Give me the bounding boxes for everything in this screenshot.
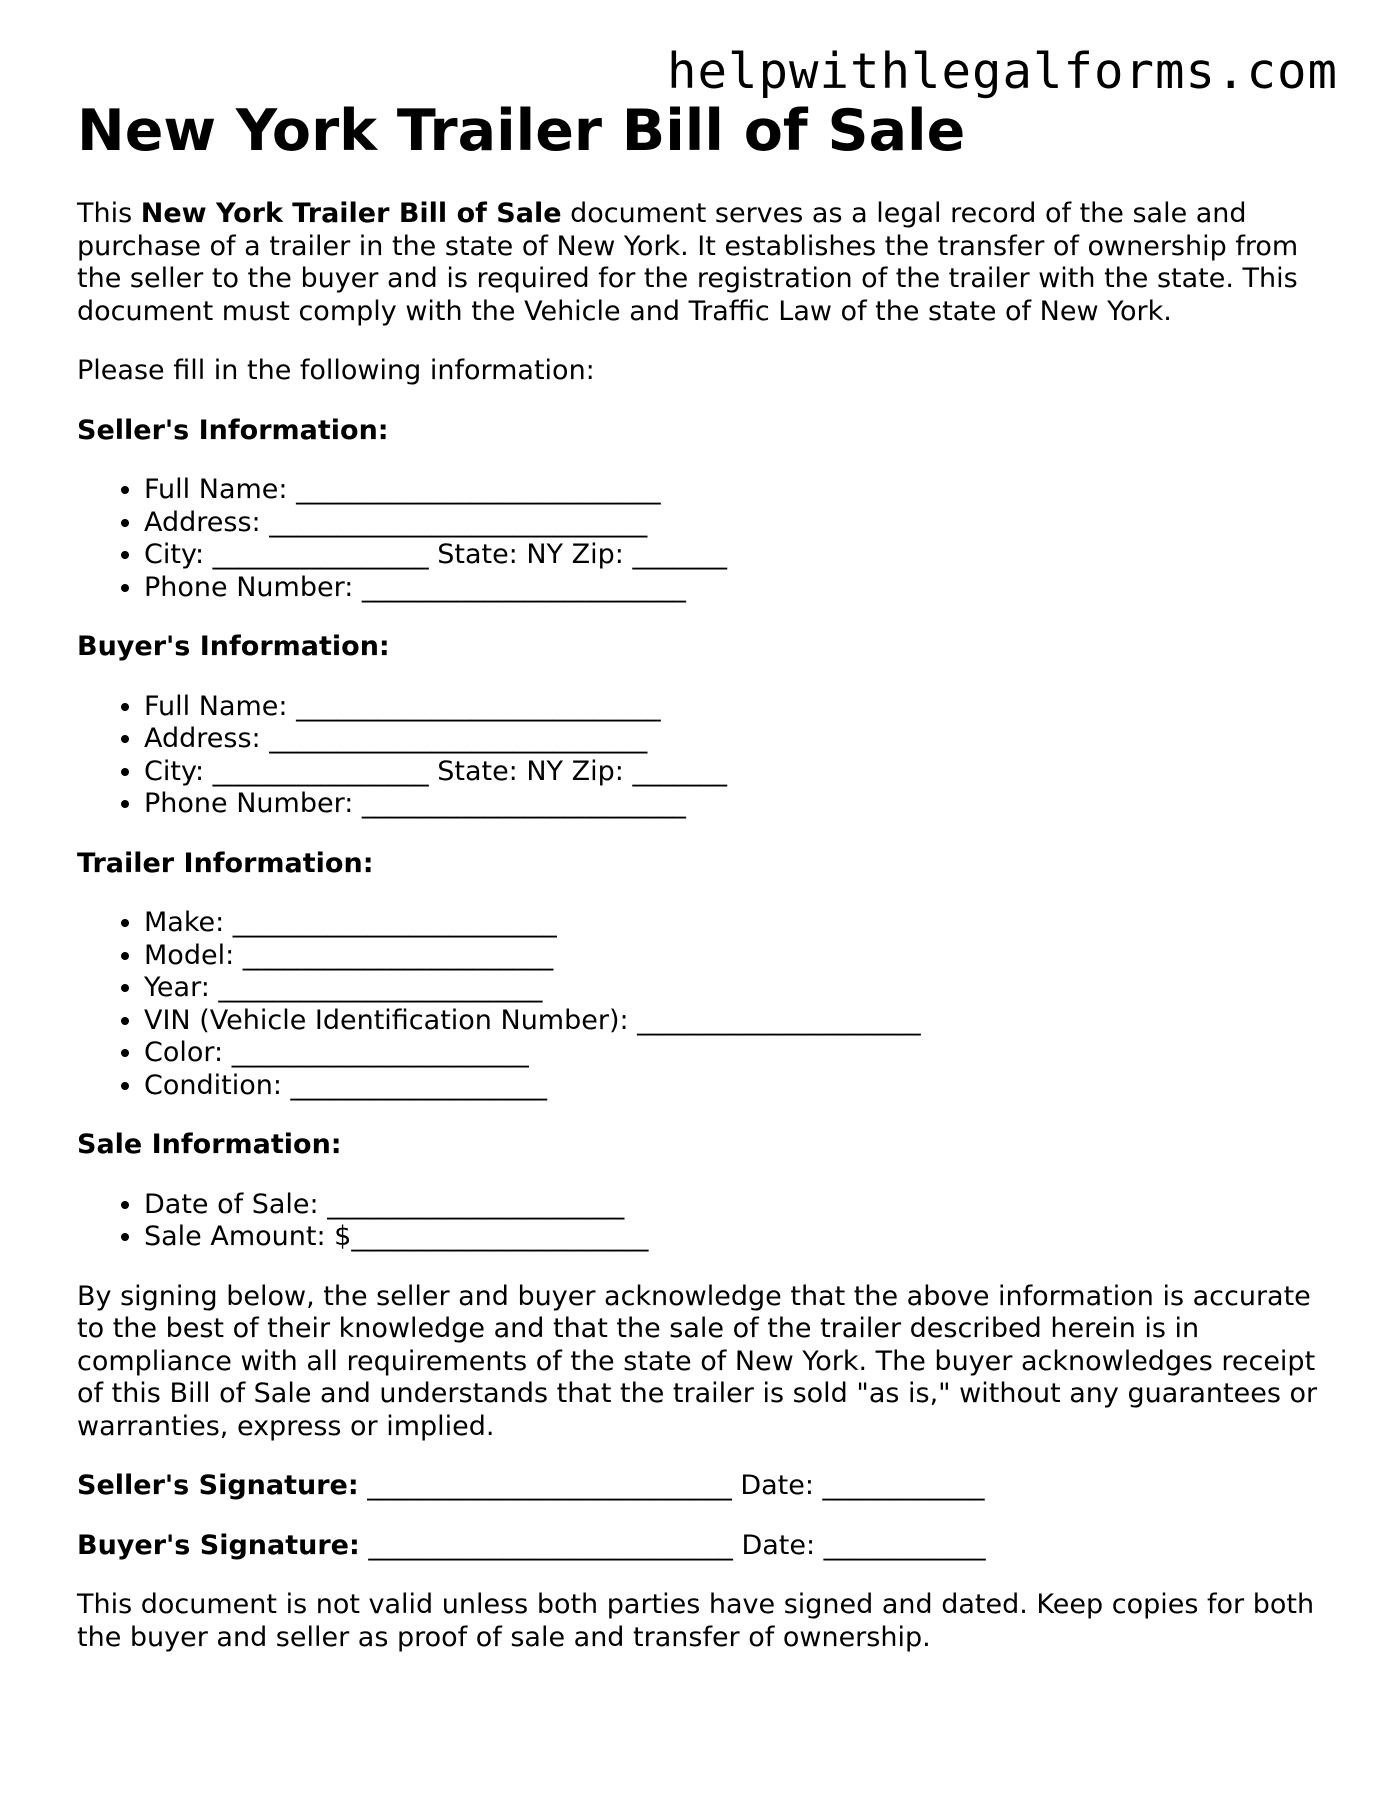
trailer-make-field[interactable]: • Make: ________________________ <box>144 907 1327 940</box>
buyer-signature-blanks[interactable]: ___________________________ Date: ____________ <box>359 1529 986 1561</box>
buyer-signature-label: Buyer's Signature: <box>77 1529 360 1561</box>
buyer-heading: Buyer's Information: <box>77 631 390 662</box>
page-title: New York Trailer Bill of Sale <box>77 98 966 164</box>
trailer-heading: Trailer Information: <box>77 847 374 879</box>
buyer-full-name-field[interactable]: • Full Name: ___________________________ <box>144 691 1327 724</box>
sale-date-field[interactable]: • Date of Sale: ______________________ <box>144 1189 1327 1222</box>
watermark: helpwithlegalforms.com <box>666 43 1338 100</box>
document-body <box>77 96 1327 1654</box>
fill-instructions: Please fill in the following information: <box>77 355 595 386</box>
acknowledgement-paragraph: By signing below, the seller and buyer acknowledge that the above information is accurate to the best of their knowledge and that the sale of the trailer described herein is in compliance with all requirements of the state of New York. The buyer acknowledges receipt of this Bill of Sale and understands that the trailer is sold "as is," without any guarantees or warranties, express or implied. <box>77 1280 1318 1442</box>
intro-paragraph <box>77 198 1327 328</box>
intro-suffix: document serves as a legal record of the sale and purchase of a trailer in the state of New York. It establishes the transfer of ownership from the seller to the buyer and is required for the registration of the trailer with the state. This document must comply with the Vehicle and Traffic Law of the state of New York. <box>77 198 1299 327</box>
seller-address-field[interactable]: • Address: ____________________________ <box>144 507 1327 540</box>
seller-heading: Seller's Information: <box>77 414 389 446</box>
trailer-year-field[interactable]: • Year: ________________________ <box>144 972 1327 1005</box>
closing-paragraph: This document is not valid unless both parties have signed and dated. Keep copies for both the buyer and seller as proof of sale and transfer of ownership. <box>77 1589 1315 1653</box>
trailer-fields <box>77 907 1327 1102</box>
intro-bold: New York Trailer Bill of Sale <box>140 198 562 229</box>
buyer-phone-field[interactable]: • Phone Number: ________________________ <box>144 788 1327 821</box>
trailer-model-field[interactable]: • Model: _______________________ <box>144 940 1327 973</box>
seller-phone-field[interactable]: • Phone Number: ________________________ <box>144 572 1327 605</box>
seller-signature-line[interactable] <box>77 1470 1327 1503</box>
buyer-fields <box>77 691 1327 821</box>
intro-prefix: This <box>77 198 141 229</box>
seller-signature-blanks[interactable]: ___________________________ Date: ____________ <box>358 1470 985 1501</box>
sale-heading: Sale Information: <box>77 1129 342 1160</box>
sale-fields <box>77 1189 1327 1254</box>
seller-signature-label: Seller's Signature: <box>77 1470 359 1501</box>
seller-fields <box>77 474 1327 604</box>
sale-amount-field[interactable]: • Sale Amount: $______________________ <box>144 1221 1327 1254</box>
buyer-signature-line[interactable] <box>77 1530 1327 1563</box>
seller-city-state-zip-field[interactable]: • City: ________________ State: NY Zip: _______ <box>144 539 1327 572</box>
trailer-vin-field[interactable]: • VIN (Vehicle Identification Number): _____________________ <box>144 1005 1327 1038</box>
trailer-condition-field[interactable]: • Condition: ___________________ <box>144 1070 1327 1103</box>
buyer-address-field[interactable]: • Address: ____________________________ <box>144 723 1327 756</box>
trailer-color-field[interactable]: • Color: ______________________ <box>144 1037 1327 1070</box>
seller-full-name-field[interactable]: • Full Name: ___________________________ <box>144 474 1327 507</box>
buyer-city-state-zip-field[interactable]: • City: ________________ State: NY Zip: _______ <box>144 756 1327 789</box>
